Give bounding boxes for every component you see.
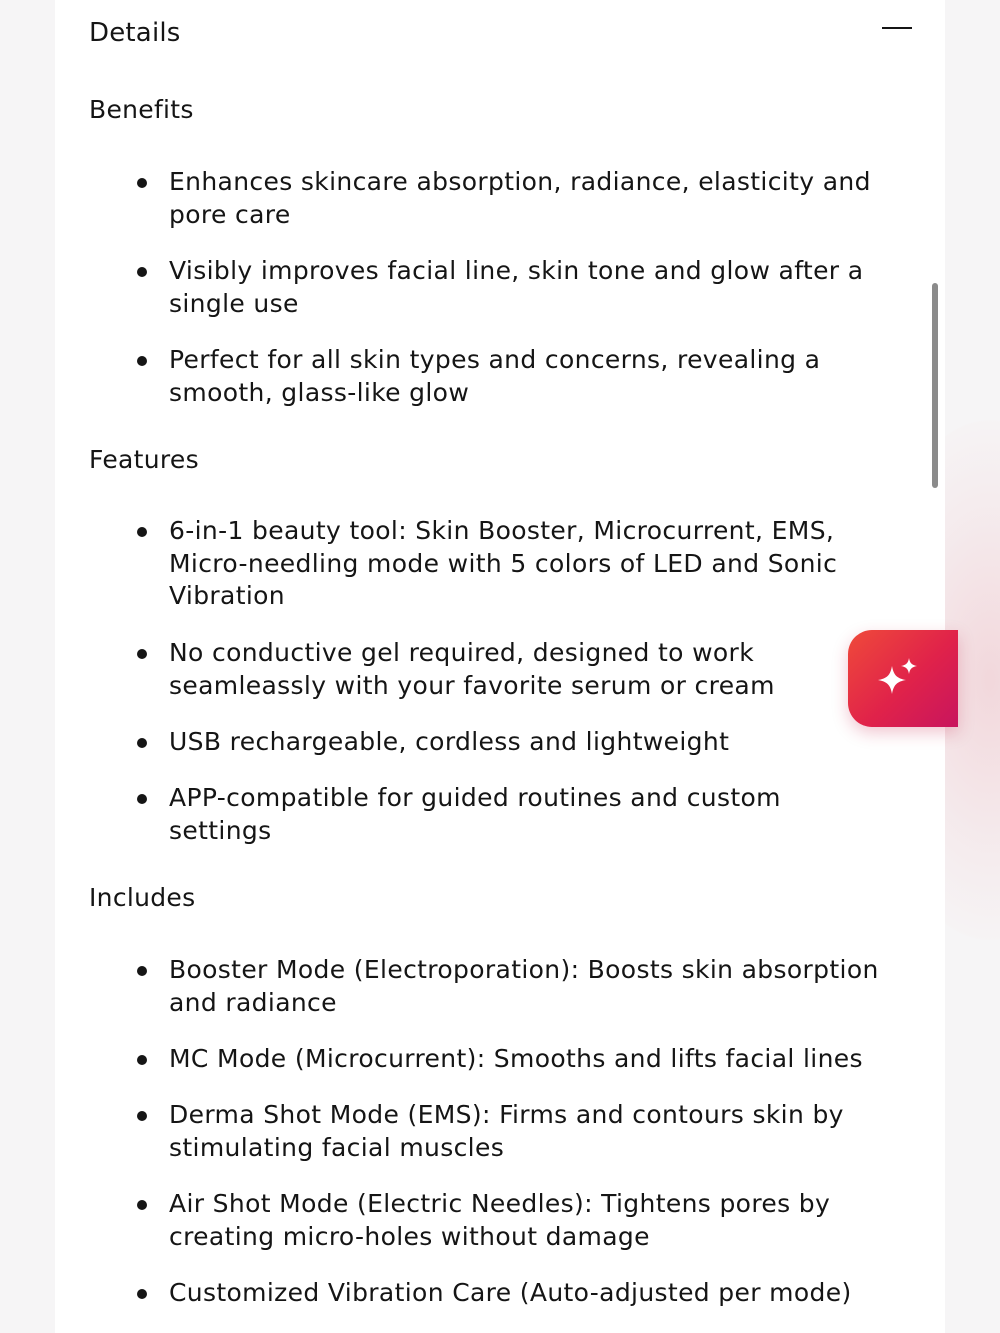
list-item: Customized Vibration Care (Auto-adjusted per mode) — [169, 1277, 904, 1310]
bullet-icon — [137, 1111, 147, 1121]
bullet-icon — [137, 178, 147, 188]
bullet-icon — [137, 649, 147, 659]
minus-icon — [882, 27, 912, 29]
list-item: Perfect for all skin types and concerns, revealing a smooth, glass-like glow — [169, 344, 904, 409]
bullet-icon — [137, 267, 147, 277]
section-title-includes: Includes — [89, 883, 196, 912]
bullet-icon — [137, 794, 147, 804]
list-item: MC Mode (Microcurrent): Smooths and lifts facial lines — [169, 1043, 904, 1076]
section-title-features: Features — [89, 445, 199, 474]
section-title-benefits: Benefits — [89, 95, 194, 124]
list-item: No conductive gel required, designed to work seamleassly with your favorite serum or cream — [169, 637, 809, 702]
list-item: Air Shot Mode (Electric Needles): Tightens pores by creating micro-holes without damage — [169, 1188, 904, 1253]
list-item: Visibly improves facial line, skin tone and glow after a single use — [169, 255, 904, 320]
list-item: Derma Shot Mode (EMS): Firms and contours skin by stimulating facial muscles — [169, 1099, 904, 1164]
list-item: USB rechargeable, cordless and lightweight — [169, 726, 904, 759]
list-item: Enhances skincare absorption, radiance, elasticity and pore care — [169, 166, 904, 231]
bullet-icon — [137, 966, 147, 976]
bullet-icon — [137, 738, 147, 748]
ai-assistant-button[interactable] — [848, 630, 958, 727]
bullet-icon — [137, 1289, 147, 1299]
details-title: Details — [89, 18, 181, 48]
bullet-icon — [137, 356, 147, 366]
bullet-icon — [137, 527, 147, 537]
list-item: 6-in-1 beauty tool: Skin Booster, Microcurrent, EMS, Micro-needling mode with 5 colors of LED and Sonic Vibration — [169, 515, 904, 613]
sparkles-icon — [872, 654, 924, 706]
bullet-icon — [137, 1200, 147, 1210]
bullet-icon — [137, 1055, 147, 1065]
list-item: APP-compatible for guided routines and custom settings — [169, 782, 829, 847]
scrollbar-thumb[interactable] — [932, 283, 938, 488]
collapse-button[interactable] — [878, 14, 916, 44]
list-item: Booster Mode (Electroporation): Boosts skin absorption and radiance — [169, 954, 904, 1019]
